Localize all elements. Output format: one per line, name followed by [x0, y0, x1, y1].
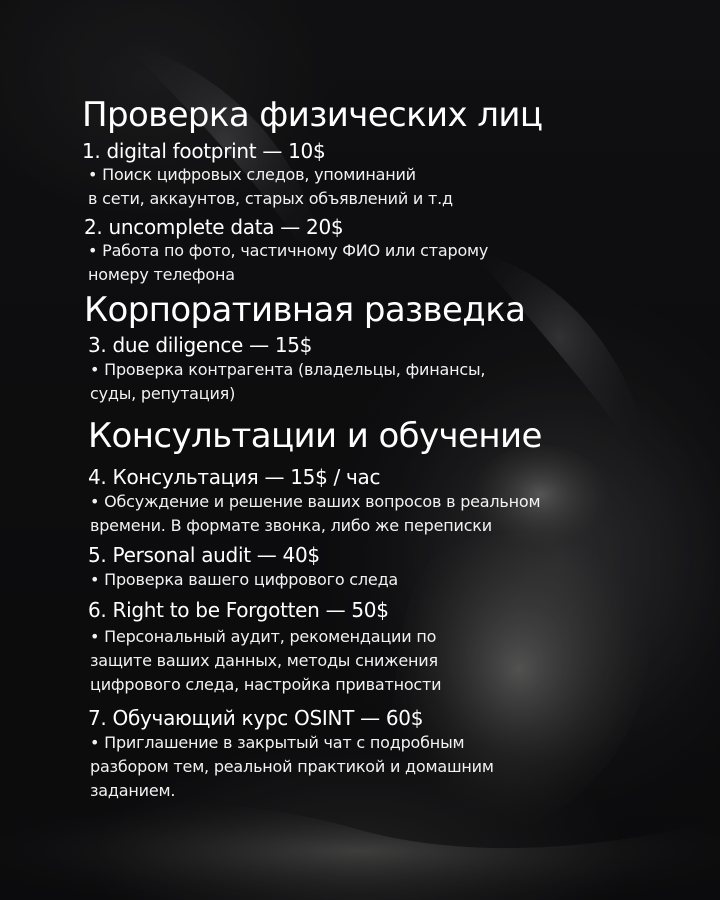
section-heading-corporate: Корпоративная разведка: [84, 290, 526, 330]
item-desc-uncomplete-data: • Работа по фото, частичному ФИО или старому номеру телефона: [88, 241, 489, 284]
item-title-due-diligence: 3. due diligence — 15$: [88, 333, 313, 357]
section-heading-individuals: Проверка физических лиц: [82, 95, 543, 135]
item-desc-consultation: • Обсуждение и решение ваших вопросов в реальном времени. В формате звонка, либо же переписки: [90, 492, 541, 535]
item-desc-due-diligence: • Проверка контрагента (владельцы, финансы, суды, репутация): [90, 360, 486, 403]
item-title-consultation: 4. Консультация — 15$ / час: [88, 465, 381, 489]
item-title-personal-audit: 5. Personal audit — 40$: [88, 543, 320, 567]
item-title-digital-footprint: 1. digital footprint — 10$: [82, 139, 326, 163]
item-desc-right-to-be-forgotten: • Персональный аудит, рекомендации по защите ваших данных, методы снижения цифрового следа, настройка приватности: [90, 627, 442, 694]
item-desc-osint-course: • Приглашение в закрытый чат с подробным разбором тем, реальной практикой и домашним заданием.: [90, 733, 494, 800]
item-title-osint-course: 7. Обучающий курс OSINT — 60$: [88, 706, 424, 730]
item-title-uncomplete-data: 2. uncomplete data — 20$: [84, 215, 344, 239]
item-title-right-to-be-forgotten: 6. Right to be Forgotten — 50$: [88, 598, 389, 622]
section-heading-consulting: Консультации и обучение: [88, 416, 542, 456]
item-desc-personal-audit: • Проверка вашего цифрового следа: [90, 570, 399, 589]
item-desc-digital-footprint: • Поиск цифровых следов, упоминаний в сети, аккаунтов, старых объявлений и т.д: [88, 165, 453, 208]
